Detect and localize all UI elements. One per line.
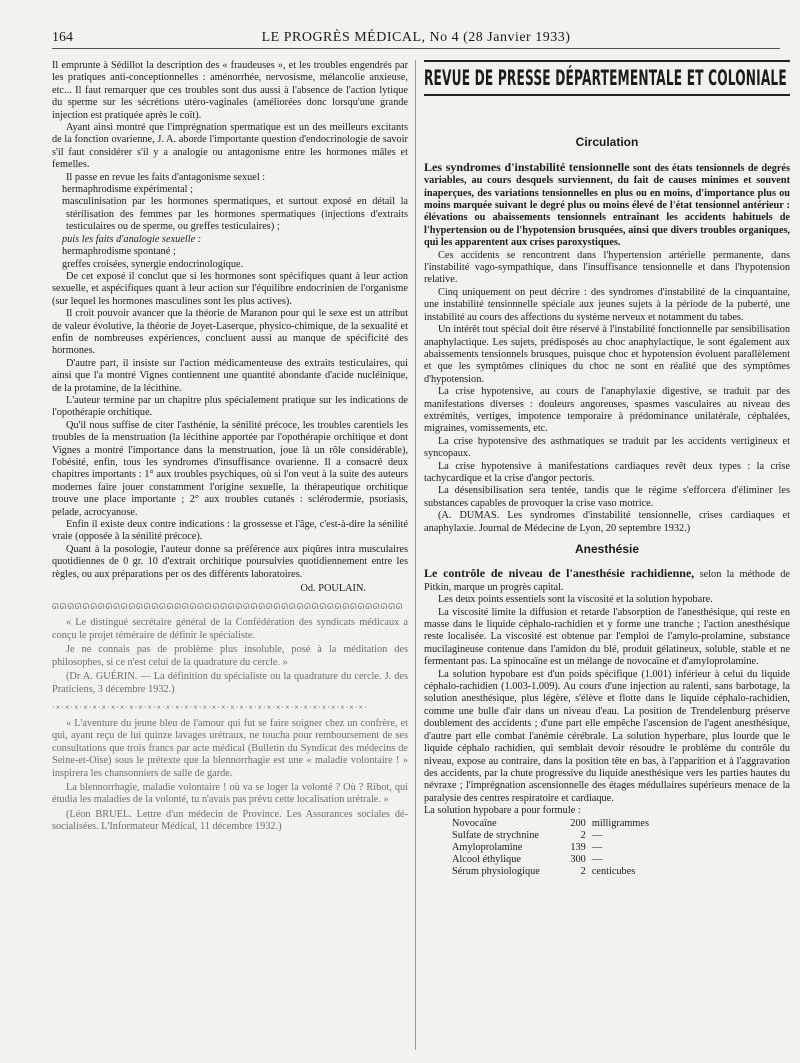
paragraph: Il passe en revue les faits d'antagonisme sexuel : — [66, 171, 266, 183]
ingredient: Novocaïne — [452, 817, 497, 829]
list-item: hermaphrodisme spontané ; — [62, 246, 176, 258]
ingredient: Alcool éthylique — [452, 853, 521, 865]
unit: milligrammes — [591, 817, 650, 829]
quote-block — [52, 617, 408, 695]
banner-title: REVUE DE PRESSE DÉPARTEMENTALE ET COLONIALE — [424, 66, 787, 90]
unit: centicubes — [591, 865, 636, 877]
quote-paragraph: « L'aventure du jeune bleu de l'amour qui fut se faire soigner chez un confrère, et qui, ayant reçu de lui quinze lavages urétraux, ne toucha pour remboursement de ses consultations que trois francs par acte médical (Bulletin du Syndicat des médecins de Seine-et-Oise) sous le prétexte que la blennorrhagie est une « maladie volontaire ! » inspirera les chansonniers de salle de garde. — [52, 717, 408, 779]
paragraph: La solution hypobare a pour formule : — [424, 805, 581, 817]
citation: (A. DUMAS. Les syndromes d'instabilité tensionnelle, crises cardiaques et anaphylaxie. Journal de Médecine de Lyon, 20 septembre 1932.) — [424, 510, 790, 534]
paragraph: L'auteur termine par un chapitre plus spécialement pratique sur les indications de l'opothérapie orchitique. — [52, 394, 408, 419]
ingredient: Amyloprolamine — [452, 841, 523, 853]
list-item: masculinisation par les hormones spermatiques, et surtout exposé en détail la stérilisation des femmes par les hormones spermatiques (injections d'extraits testiculaires ou de sperme, ou greffes testiculaires) ; — [62, 196, 408, 233]
section-banner — [424, 60, 790, 96]
formula-row — [452, 818, 655, 830]
author-signature: Od. POULAIN. — [300, 583, 366, 595]
article-title-text: Le contrôle de niveau de l'anesthésie rachidienne, — [424, 566, 695, 581]
formula-table — [452, 818, 655, 878]
paragraph: Il emprunte à Sédillot la description des « fraudeuses », et les troubles engendrés par les pratiques anti-conceptionnelles : aménorrhée, nervosisme, mélancolie anxieuse, etc... Il faut remarquer que ces troubles sont dus aussi à l'absence de l'action lytique du sperme sur les sécrétions utéro-vaginales (améliorées donc lorsqu'une grande injection est pratiquée après le coït). — [52, 60, 408, 121]
unit: — — [591, 841, 603, 853]
paragraph: De cet exposé il conclut que si les hormones sont spécifiques quant à leur action sexuelle, et aspécifiques quant à leur action sur l'équilibre endocrinien de l'organisme (sur lequel les hormones masculines sont les plus actives). — [52, 270, 408, 307]
paragraph: La solution hypobare est d'un poids spécifique (1.001) inférieur à celui du liquide céphalo-rachidien (1.003-1.009). Au cours d'une injection au ralenti, sans barbotage, la solution anesthésique, plus légère, s'élève et flotte dans le liquide céphalo-rachidien, comme une bulle d'air dans un niveau d'eau. La position de Trendelenburg préserve doublement des accidents ; d'une part elle empêche l'ascension de l'agent anesthésique, d'autre part elle combat l'anémie cérébrale. La solution hyperbare, plus lourde que le liquide céphalo rachidien, qui semblait devoir résoudre le problème du contrôle du niveau, expose au contraire, dans la position tête en bas, à l'apparition et à l'aggravation des accidents, par la chute progressive du liquide anesthésique vers les parties hautes du névraxe ; l'imprégnation ascensionnelle des étages médullaires supérieurs menace de la paralysie des centres respiratoire et cardiaque. — [424, 668, 790, 804]
ingredient: Sulfate de strychnine — [452, 829, 539, 841]
quantity: 300 — [570, 853, 586, 865]
quote-paragraph: La blennorrhagie, maladie volontaire ! où va se loger la volonté ? Où ? Ribot, qui étudia les maladies de la volonté, tu n'avais pas prévu cette localisation urétrale. » — [52, 781, 408, 806]
formula-row — [452, 866, 655, 878]
article-lead: sont des états tensionnels de degrés variables, au cours desquels surviennent, du fait de causes minimes et souvent inaperçues, des variations tensionnelles en plus ou en moins, d'importance plus ou moins marquée suivant le degré plus ou moins élevé de l'état tensionnel antérieur : élévations ou abaissements tensionnels entraînant les accidents habituels de l'hypertension ou de l'hypotension brusquées, ainsi que divers troubles organiques, qui les apparentent aux crises paroxystiques. — [424, 162, 791, 249]
list-item: puis les faits d'analogie sexuelle : — [62, 233, 202, 245]
quantity: 200 — [570, 817, 586, 829]
unit: — — [591, 829, 603, 841]
quote-citation: (Léon BRUEL. Lettre d'un médecin de Province. Les Assurances sociales dé-socialisées. L'Informateur Médical, 11 décembre 1932.) — [52, 808, 408, 833]
formula-row — [452, 842, 655, 854]
paragraph: Quant à la posologie, l'auteur donne sa préférence aux piqûres intra musculaires quotidiennes de 0 gr. 10 d'extrait orchitique poursuivies quotidiennement entre les règles, ou aux préparations per os des différents laboratoires. — [52, 543, 408, 580]
formula-row — [452, 854, 655, 866]
right-column — [424, 60, 790, 1060]
quote-paragraph: Je ne connais pas de problème plus insoluble, posé à la méditation des philosophes, si ce n'est celui de la quadrature du cercle. » — [52, 644, 408, 668]
paragraph: Qu'il nous suffise de citer l'asthénie, la sénilité précoce, les troubles carentiels les troubles de la menstruation (la lécithine apportée par l'opothérapie orchitique et dont Vignes a montré l'importance dans la menstruation, joue là un rôle considérable), l'obésité, enfin, tous les syndromes d'insuffisance ovarienne. Il a consacré deux chapitres importants : 1° aux troubles psychiques, où si l'on veut à la suite des auteurs modernes faire jouer constamment l'origine sexuelle, la thérapeutique orchitique trouve une place importante ; 2° aux troubles cutanés : sclérodermie, psoriasis, pelade, acrocyanose. — [52, 419, 408, 518]
formula-row — [452, 830, 655, 842]
article-lead: selon la méthode de Pitkin, marque un progrès capital. — [424, 569, 790, 593]
paragraph: La désensibilisation sera tentée, tandis que le régime s'efforcera d'éliminer les substances capables de provoquer la crise vaso motrice. — [424, 485, 790, 509]
ingredient: Sérum physiologique — [452, 865, 540, 877]
quantity: 2 — [580, 829, 586, 841]
paragraph: Cinq uniquement on peut décrire : des syndromes d'instabilité de la cinquantaine, une instabilité tensionnelle spéciale aux jeunes sujets à la période de la puberté, une instabilité au cours des affections du système nerveux et notamment du tabes. — [424, 286, 790, 323]
quantity: 139 — [570, 841, 586, 853]
journal-title: LE PROGRÈS MÉDICAL, No 4 (28 Janvier 1933) — [261, 30, 571, 45]
page-number: 164 — [52, 30, 73, 45]
paragraph: Les deux points essentiels sont la viscosité et la solution hypobare. — [438, 594, 713, 606]
ornamental-divider: ᘏᘏᘏᘏᘏᘏᘏᘏᘏᘏᘏᘏᘏᘏᘏᘏᘏᘏᘏᘏᘏᘏᘏᘏᘏᘏᘏᘏᘏᘏᘏᘏᘏᘏᘏᘏᘏᘏᘏᘏᘏᘏᘏᘏᘏᘏ — [52, 602, 404, 610]
paragraph: D'autre part, il insiste sur l'action médicamenteuse des extraits testiculaires, qui ainsi que l'a montré Vignes contiennent une quantité abondante d'acide nucléinique, de la protamine, de la lécithine. — [52, 357, 408, 394]
list-item: hermaphrodisme expérimental ; — [62, 184, 193, 196]
article-title — [424, 161, 790, 250]
section-heading: Anesthésie — [574, 542, 640, 556]
paragraph: Ayant ainsi montré que l'imprégnation spermatique est un des meilleurs excitants de la fonction ovarienne, J. A. aborde l'importante question d'endocrinologie de savoir s'il faut considérer s'il y a analogie ou antagonisme entre les hormones mâles et femelles. — [52, 122, 408, 171]
article-title-text: Les syndromes d'instabilité tensionnelle — [424, 159, 630, 174]
quantity: 2 — [580, 865, 586, 877]
article-title — [424, 567, 790, 594]
list-item: greffes croisées, synergie endocrinologique. — [62, 258, 244, 270]
quote-paragraph: « Le distingué secrétaire général de la Confédération des syndicats médicaux a conçu le projet téméraire de définir le spécialiste. — [52, 617, 408, 641]
column-separator — [415, 60, 416, 1050]
paragraph: Enfin il existe deux contre indications : la grossesse et l'âge, c'est-à-dire la sénilité vraie (opposée à la sénilité précoce). — [52, 519, 408, 543]
ornamental-divider: ·×·×·×·×·×·×·×·×·×·×·×·×·×·×·×·×·×·×·×·×·×·×·×·×·×·×·×·×·×·×·×·×·×·×· — [52, 702, 368, 710]
section-heading: Circulation — [575, 135, 639, 150]
paragraph: La viscosité limite la diffusion et retarde l'absorption de l'anesthésique, qui reste en masse dans le liquide céphalo-rachidien et y forme une tranche ; l'action anesthésique reste localisée. La viscosité est obtenue par l'emploi de l'amylo-prolamine, substance mucilagineuse contenue dans l'amidon du blé, produit gélatineux, soluble, stable et ne fermentant pas. La spinocaïne est un mélange de novocaïne et d'amyloprolamine. — [424, 606, 790, 668]
unit: — — [591, 853, 603, 865]
paragraph: Il croit pouvoir avancer que la théorie de Maranon pour qui le sexe est un attribut de valeur évolutive, la théorie de Joyet-Laserque, physico-chimique, de la sexualité et enfin de nombreuses expériences, concluent aussi au manque de spécificité des hormones. — [52, 308, 408, 357]
paragraph: Ces accidents se rencontrent dans l'hypertension artérielle permanente, dans l'instabilité vago-sympathique, dans l'insuffisance tensionnelle et dans l'hypotension relative. — [424, 249, 790, 286]
paragraph: Un intérêt tout spécial doit être réservé à l'instabilité fonctionnelle par sensibilisation anaphylactique. Les sujets, prédisposés au choc anaphylactique, le sont également aux abaissements tensionnels brusques, puisque choc et hypotension évoluent parallèlement et que les symptômes cliniques du choc ne sont en réalité que des symptômes d'hypotension. — [424, 324, 790, 385]
left-column — [52, 60, 408, 1060]
paragraph: La crise hypotensive, au cours de l'anaphylaxie digestive, se traduit par des manifestations diverses : douleurs angoreuses, spasmes vasculaires au niveau des extrémités, vertiges, impotence temporaire à prédominance unilatérale, céphalées, migraines, vomissements, etc. — [424, 386, 790, 435]
quote-block — [52, 718, 408, 834]
paragraph: La crise hypotensive des asthmatiques se traduit par les accidents vertigineux et syncopaux. — [424, 435, 790, 460]
quote-citation: (Dr A. GUÉRIN. — La définition du spécialiste ou la quadrature du cercle. J. des Praticiens, 3 décembre 1932.) — [52, 671, 408, 695]
page-header — [52, 28, 780, 49]
paragraph: La crise hypotensive à manifestations cardiaques revêt deux types : la crise tachycardique et la crise d'angor pectoris. — [424, 460, 790, 484]
